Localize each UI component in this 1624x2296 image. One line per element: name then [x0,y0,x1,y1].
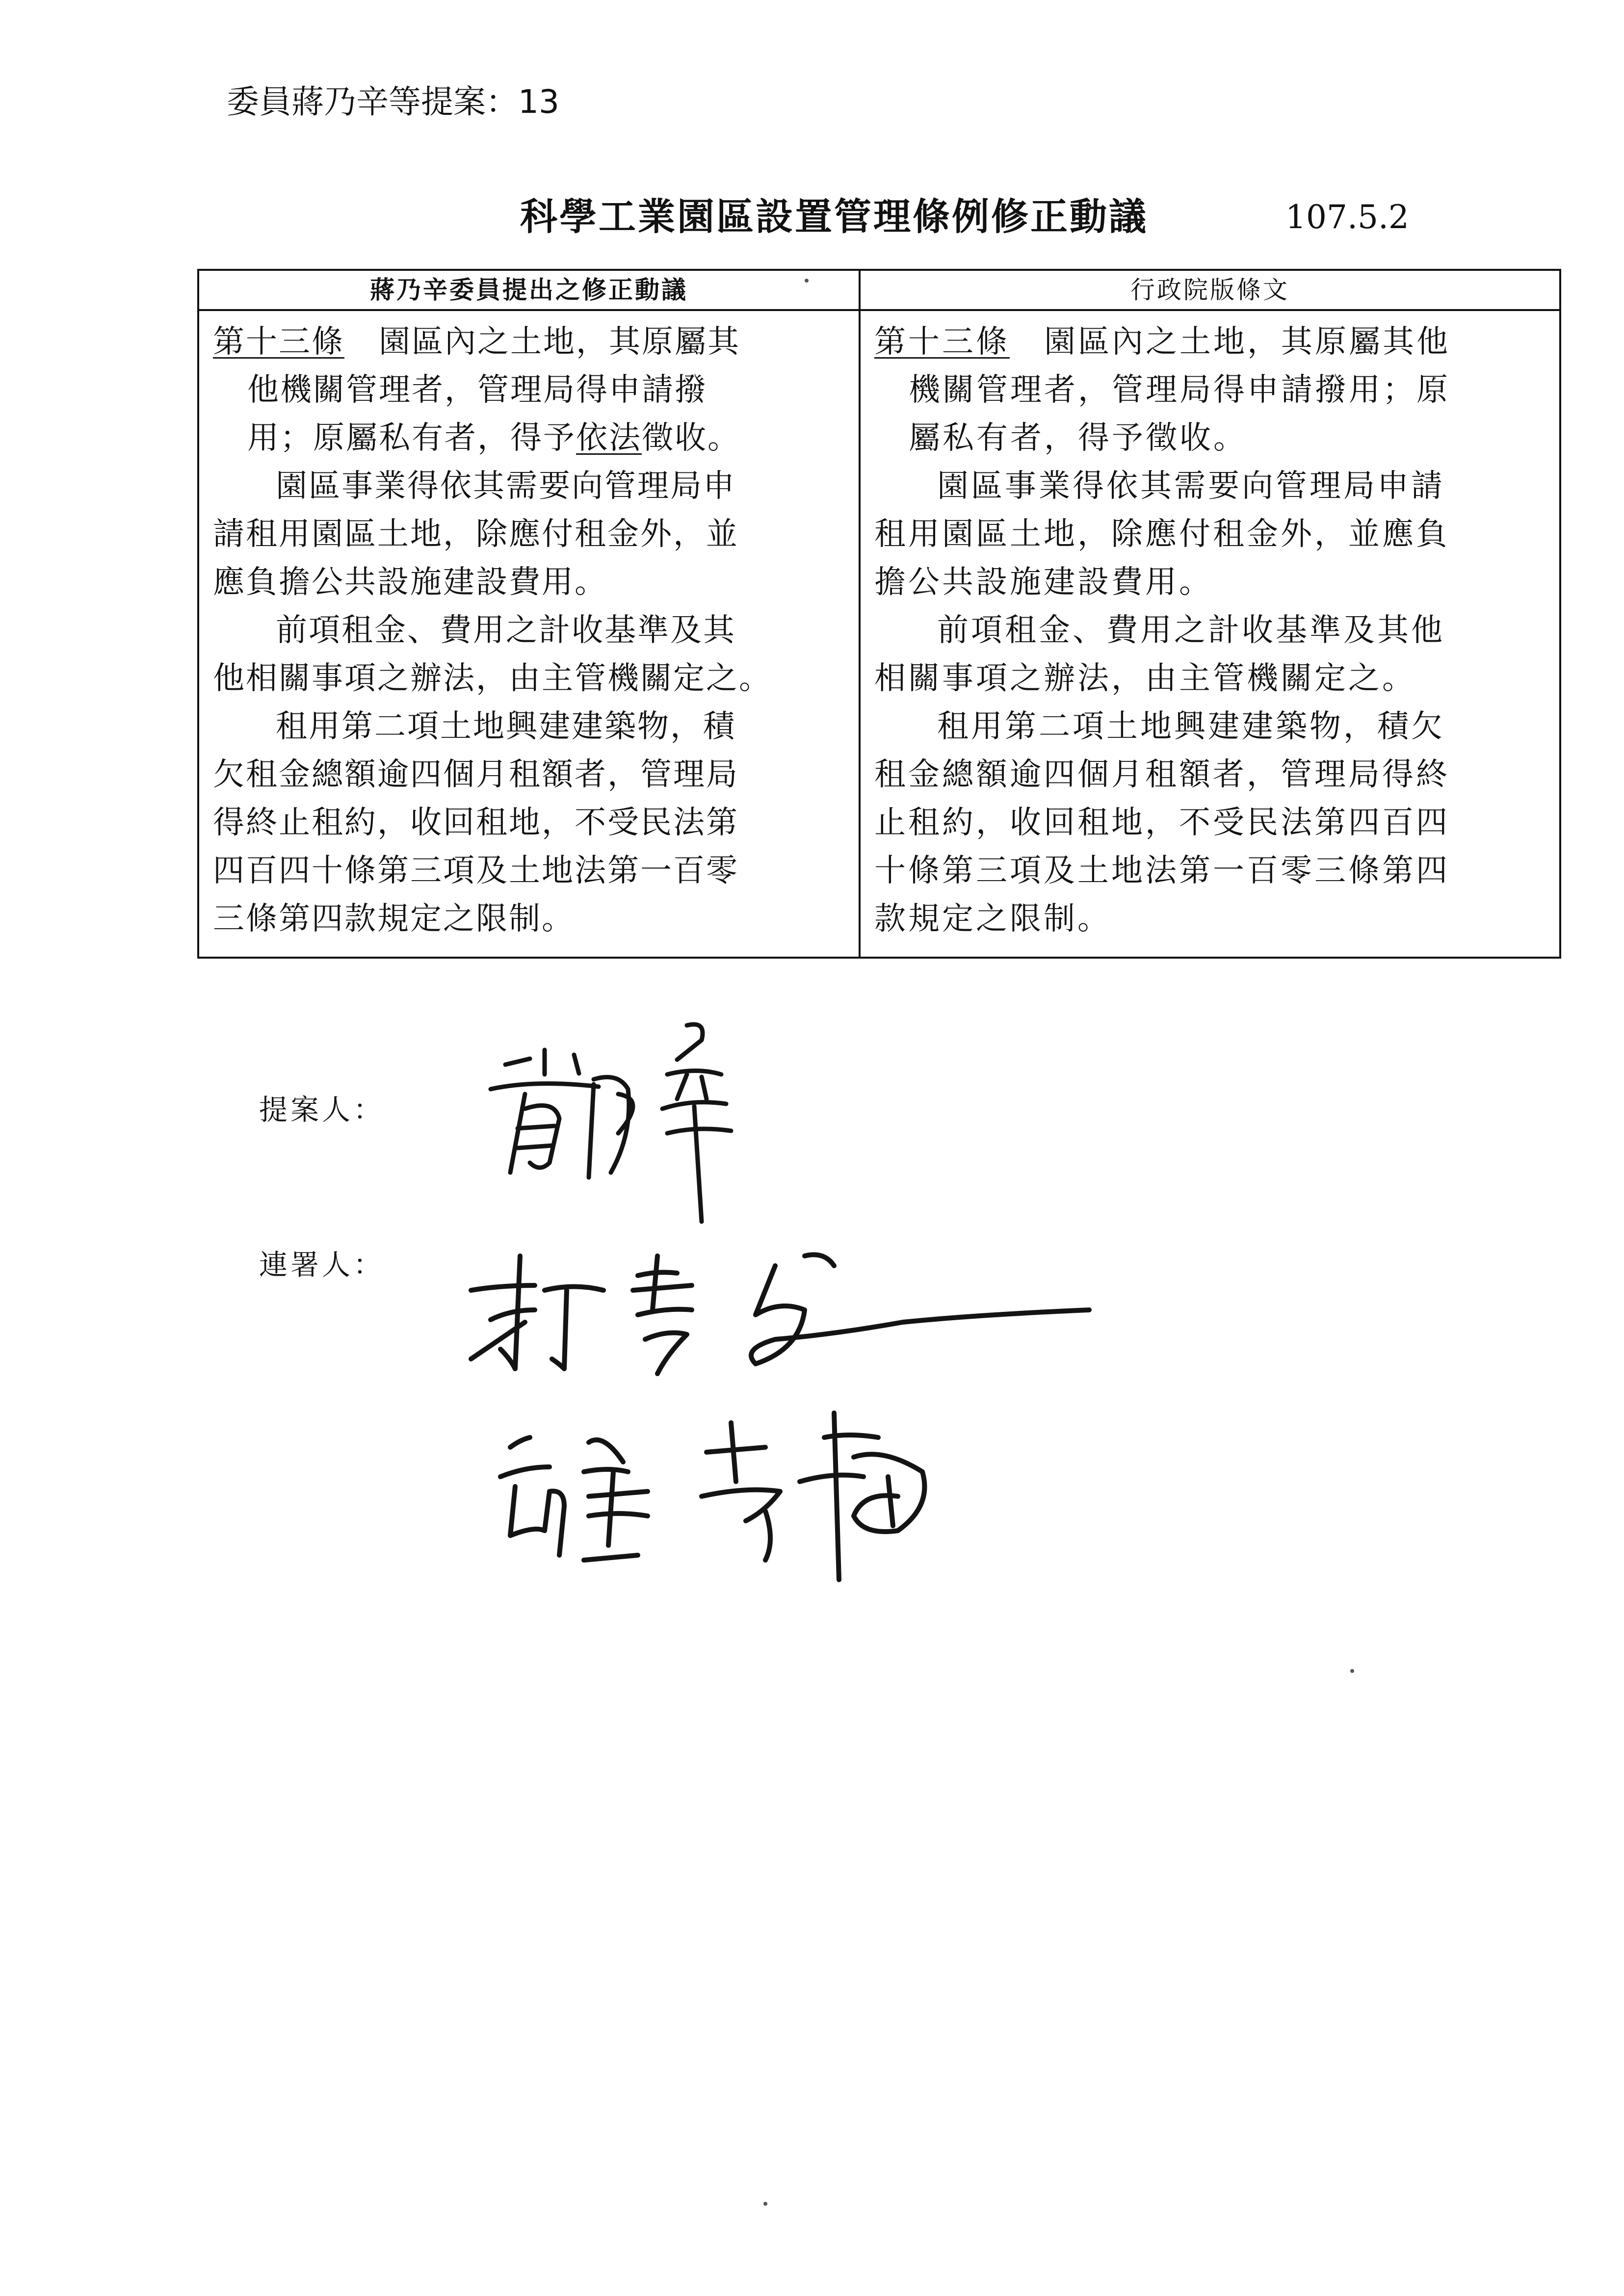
scan-speck [1350,1669,1354,1673]
article-number: 第十三條 [213,324,344,360]
text-line: 應負擔公共設施建設費用。 [213,564,607,600]
left-column-header: 蔣乃辛委員提出之修正動議 [199,271,861,309]
amendment-comparison-table [197,269,1561,959]
article-first-line [213,318,845,366]
text-line: 園區事業得依其需要向管理局申 [276,468,736,504]
text-line: 前項租金、費用之計收基準及其他 [937,612,1445,649]
text-line: 他相關事項之辦法，由主管機關定之。 [213,660,772,697]
text-line: 相關事項之辦法，由主管機關定之。 [874,660,1416,697]
text-line: 租用第二項土地興建建築物，積欠 [937,708,1445,745]
text-line: 三條第四款規定之限制。 [213,901,575,937]
text-line: 欠租金總額逾四個月租額者，管理局 [213,757,739,793]
amended-text: 依法 [576,420,642,456]
text-line: 租用園區土地，除應付租金外，並應負 [874,516,1450,552]
text-line: 租用第二項土地興建建築物，積 [276,708,736,745]
table-body-row [199,311,1559,957]
text-line: 擔公共設施建設費用。 [874,564,1213,600]
cosigner-signature-1 [461,1236,1109,1393]
text-line: 款規定之限制。 [874,901,1111,937]
text-segment: 徵收。 [642,420,740,456]
text-line: 屬私有者，得予徵收。 [909,420,1247,456]
cosigner-signature-2 [491,1393,952,1599]
cosigner-label: 連署人： [259,1248,385,1281]
table-header-row [199,271,1559,311]
text-line: 租金總額逾四個月租額者，管理局得終 [874,757,1450,793]
scan-speck [805,279,809,283]
text-segment: 用；原屬私有者，得予 [247,420,576,456]
text-line: 四百四十條第三項及土地法第一百零 [213,853,739,889]
text-line: 他機關管理者，管理局得申請撥 [247,372,707,408]
title-row [520,192,1599,241]
text-line: 園區事業得依其需要向管理局申請 [937,468,1445,504]
proposer-label: 提案人： [259,1093,385,1126]
text-line: 止租約，收回租地，不受民法第四百四 [874,805,1450,841]
scan-speck [763,2202,767,2206]
text-line: 得終止租約，收回租地，不受民法第 [213,805,739,841]
right-column-header: 行政院版條文 [1130,276,1289,304]
text-line: 前項租金、費用之計收基準及其 [276,612,736,649]
article-number: 第十三條 [874,324,1010,360]
amendment-text-cell [199,311,861,957]
original-text-cell [861,311,1559,957]
text-line: 園區內之土地，其原屬其 [379,324,740,360]
text-line: 請租用園區土地，除應付租金外，並 [213,516,739,552]
text-line-with-amendment [213,414,845,462]
document-title: 科學工業園區設置管理條例修正動議 [520,195,1148,238]
proposer-signature [471,1016,746,1222]
text-line: 機關管理者，管理局得申請撥用；原 [909,372,1450,408]
proposal-number: 委員蔣乃辛等提案：13 [227,83,559,121]
article-first-line [874,318,1545,366]
text-line: 十條第三項及土地法第一百零三條第四 [874,853,1450,889]
text-line: 園區內之土地，其原屬其他 [1044,324,1450,360]
document-date: 107.5.2 [1285,198,1409,236]
